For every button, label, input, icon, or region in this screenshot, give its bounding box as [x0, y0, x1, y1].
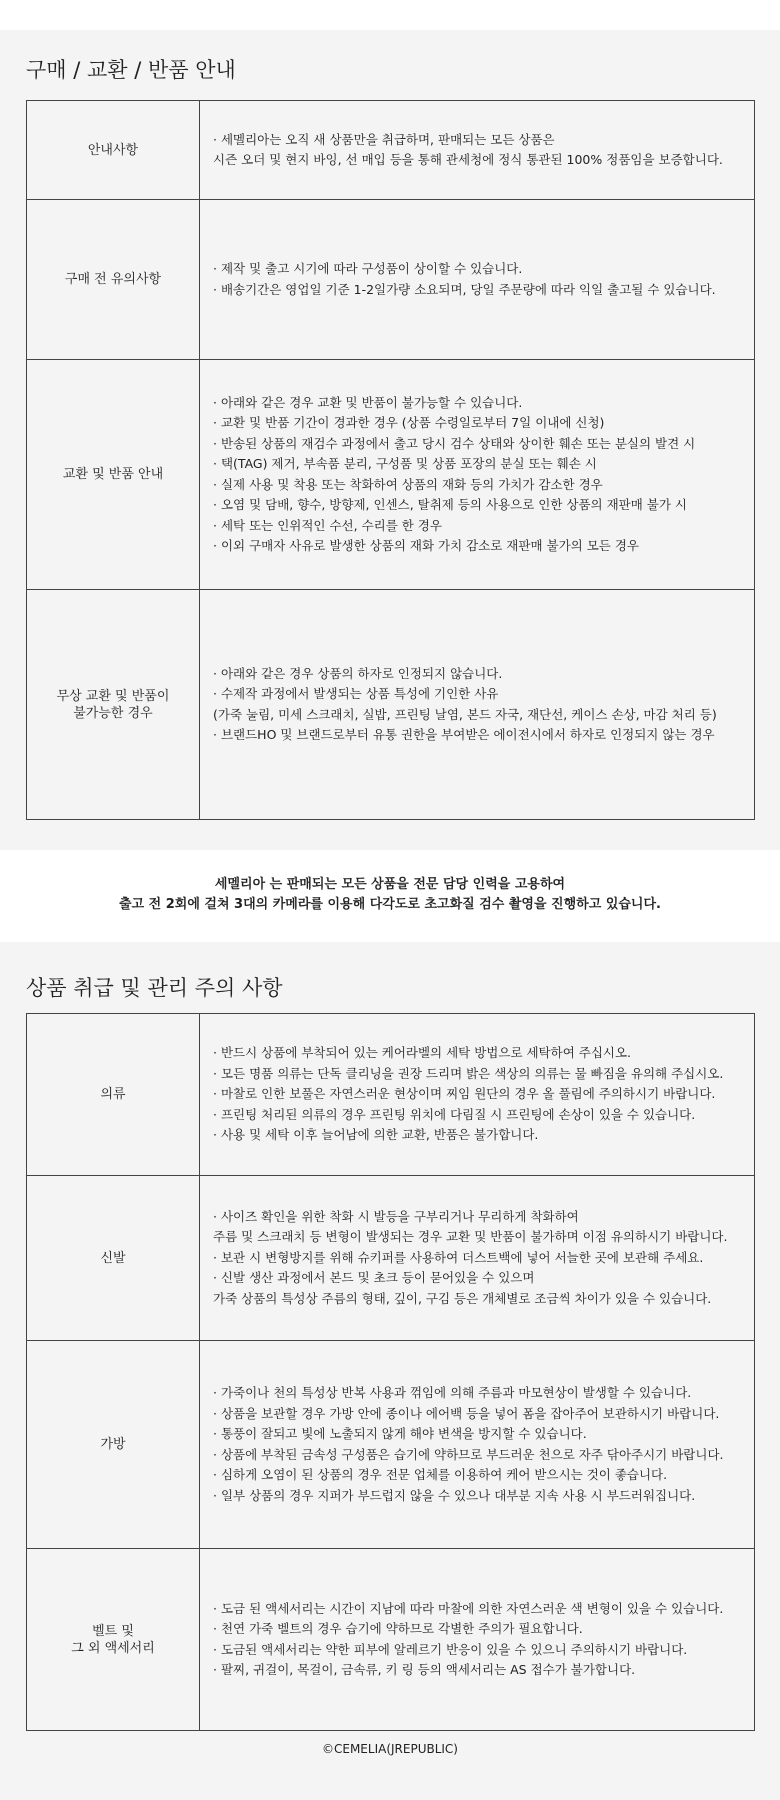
- content-line: · 실제 사용 및 착용 또는 착화하여 상품의 재화 등의 가치가 감소한 경우: [213, 476, 603, 492]
- row-label: 교환 및 반품 안내: [27, 360, 200, 590]
- inspection-notice: [0, 875, 780, 915]
- content-line: · 천연 가죽 벨트의 경우 습기에 약하므로 각별한 주의가 필요합니다.: [213, 1621, 583, 1636]
- content-line: · 상품에 부착된 금속성 구성품은 습기에 약하므로 부드러운 천으로 자주 닦아주시기 바랍니다.: [213, 1446, 724, 1462]
- content-line: · 이외 구매자 사유로 발생한 상품의 재화 가치 감소로 재판매 불가의 모든 경우: [213, 538, 639, 553]
- table-row: [27, 360, 755, 590]
- notice-line: 출고 전 2회에 걸쳐 3대의 카메라를 이용해 다각도로 초고화질 검수 촬영을 진행하고 있습니다.: [119, 897, 661, 912]
- row-content: [200, 200, 755, 360]
- row-content: [200, 1014, 755, 1176]
- content-line: · 가죽이나 천의 특성상 반복 사용과 꺾임에 의해 주름과 마모현상이 발생할 수 있습니다.: [213, 1385, 692, 1400]
- content-line: · 프린팅 처리된 의류의 경우 프린팅 위치에 다림질 시 프린팅에 손상이 있을 수 있습니다.: [213, 1106, 696, 1122]
- purchase-guide-title: 구매 / 교환 / 반품 안내: [26, 58, 236, 82]
- notice-line: 세멜리아 는 판매되는 모든 상품을 전문 담당 인력을 고용하여: [214, 877, 566, 892]
- content-line: · 통풍이 잘되고 빛에 노출되지 않게 해야 변색을 방지할 수 있습니다.: [213, 1426, 587, 1441]
- purchase-guide-panel: [0, 30, 780, 850]
- content-line: · 도금 된 액세서리는 시간이 지남에 따라 마찰에 의한 자연스러운 색 변형이 있을 수 있습니다.: [213, 1600, 724, 1616]
- row-content: [200, 1341, 755, 1549]
- row-content: [200, 1549, 755, 1731]
- content-line: 주름 및 스크래치 등 변형이 발생되는 경우 교환 및 반품이 불가하며 이점 유의하시기 바랍니다.: [213, 1229, 728, 1245]
- content-line: · 도금된 액세서리는 약한 피부에 알레르기 반응이 있을 수 있으니 주의하시기 바랍니다.: [213, 1641, 688, 1657]
- content-line: · 반드시 상품에 부착되어 있는 케어라벨의 세탁 방법으로 세탁하여 주십시오.: [213, 1045, 632, 1061]
- purchase-guide-table: [26, 100, 755, 820]
- row-content: [200, 360, 755, 590]
- content-line: · 배송기간은 영업일 기준 1-2일가량 소요되며, 당일 주문량에 따라 익일 출고될 수 있습니다.: [213, 281, 716, 297]
- copyright-text: ©CEMELIA(JREPUBLIC): [321, 1742, 458, 1756]
- row-label: 구매 전 유의사항: [27, 200, 200, 360]
- row-label: 안내사항: [27, 101, 200, 200]
- row-label: 의류: [27, 1014, 200, 1176]
- content-line: 가죽 상품의 특성상 주름의 형태, 깊이, 구김 등은 개체별로 조금씩 차이가 있을 수 있습니다.: [213, 1290, 712, 1306]
- care-guide-panel: [0, 942, 780, 1800]
- row-content: [200, 101, 755, 200]
- table-row: [27, 1341, 755, 1549]
- care-guide-title: 상품 취급 및 관리 주의 사항: [26, 976, 283, 1000]
- row-label: 벨트 및 그 외 액세서리: [27, 1549, 200, 1731]
- content-line: · 신발 생산 과정에서 본드 및 초크 등이 묻어있을 수 있으며: [213, 1270, 535, 1286]
- content-line: · 수제작 과정에서 발생되는 상품 특성에 기인한 사유: [213, 686, 499, 701]
- content-line: · 브랜드HO 및 브랜드로부터 유통 권한을 부여받은 에이전시에서 하자로 인정되지 않는 경우: [213, 727, 715, 742]
- table-row: [27, 590, 755, 820]
- content-line: · 택(TAG) 제거, 부속품 분리, 구성품 및 상품 포장의 분실 또는 훼손 시: [213, 456, 597, 471]
- content-line: · 마찰로 인한 보풀은 자연스러운 현상이며 찌임 원단의 경우 올 풀림에 주의하시기 바랍니다.: [213, 1086, 716, 1102]
- row-label: 가방: [27, 1341, 200, 1549]
- row-content: [200, 590, 755, 820]
- content-line: 시즌 오더 및 현지 바잉, 선 매입 등을 통해 관세청에 정식 통관된 100% 정품임을 보증합니다.: [213, 152, 723, 167]
- row-label: 신발: [27, 1176, 200, 1341]
- content-line: · 교환 및 반품 기간이 경과한 경우 (상품 수령일로부터 7일 이내에 신청): [213, 415, 605, 430]
- content-line: · 사이즈 확인을 위한 착화 시 발등을 구부리거나 무리하게 착화하여: [213, 1208, 579, 1224]
- content-line: · 보관 시 변형방지를 위해 슈키퍼를 사용하여 더스트백에 넣어 서늘한 곳에 보관해 주세요.: [213, 1249, 704, 1265]
- content-line: · 상품을 보관할 경우 가방 안에 종이나 에어백 등을 넣어 폼을 잡아주어 보관하시기 바랍니다.: [213, 1405, 720, 1421]
- content-line: · 아래와 같은 경우 상품의 하자로 인정되지 않습니다.: [213, 665, 503, 681]
- content-line: · 아래와 같은 경우 교환 및 반품이 불가능할 수 있습니다.: [213, 394, 523, 410]
- content-line: · 오염 및 담배, 향수, 방향제, 인센스, 탈취제 등의 사용으로 인한 상품의 재판매 불가 시: [213, 497, 687, 512]
- table-row: [27, 101, 755, 200]
- content-line: (가죽 눌림, 미세 스크래치, 실밥, 프린팅 날염, 본드 자국, 재단선, 케이스 손상, 마감 처리 등): [213, 706, 717, 722]
- content-line: · 일부 상품의 경우 지퍼가 부드럽지 않을 수 있으나 대부분 지속 사용 시 부드러워집니다.: [213, 1487, 696, 1503]
- care-guide-table: [26, 1013, 755, 1731]
- table-row: [27, 1176, 755, 1341]
- content-line: · 심하게 오염이 된 상품의 경우 전문 업체를 이용하여 케어 받으시는 것이 좋습니다.: [213, 1467, 668, 1482]
- content-line: · 모든 명품 의류는 단독 클리닝을 권장 드리며 밝은 색상의 의류는 물 빠짐을 유의해 주십시오.: [213, 1065, 724, 1081]
- content-line: · 사용 및 세탁 이후 늘어남에 의한 교환, 반품은 불가합니다.: [213, 1127, 539, 1143]
- content-line: · 제작 및 출고 시기에 따라 구성품이 상이할 수 있습니다.: [213, 261, 523, 276]
- content-line: · 팔찌, 귀걸이, 목걸이, 금속류, 키 링 등의 액세서리는 AS 접수가 불가합니다.: [213, 1662, 636, 1677]
- row-label: 무상 교환 및 반품이 불가능한 경우: [27, 590, 200, 820]
- content-line: · 세탁 또는 인위적인 수선, 수리를 한 경우: [213, 517, 442, 533]
- table-row: [27, 1014, 755, 1176]
- table-row: [27, 1549, 755, 1731]
- content-line: · 반송된 상품의 재검수 과정에서 출고 당시 검수 상태와 상이한 훼손 또는 분실의 발견 시: [213, 435, 696, 451]
- table-row: [27, 200, 755, 360]
- row-content: [200, 1176, 755, 1341]
- content-line: · 세멜리아는 오직 새 상품만을 취급하며, 판매되는 모든 상품은: [213, 131, 555, 147]
